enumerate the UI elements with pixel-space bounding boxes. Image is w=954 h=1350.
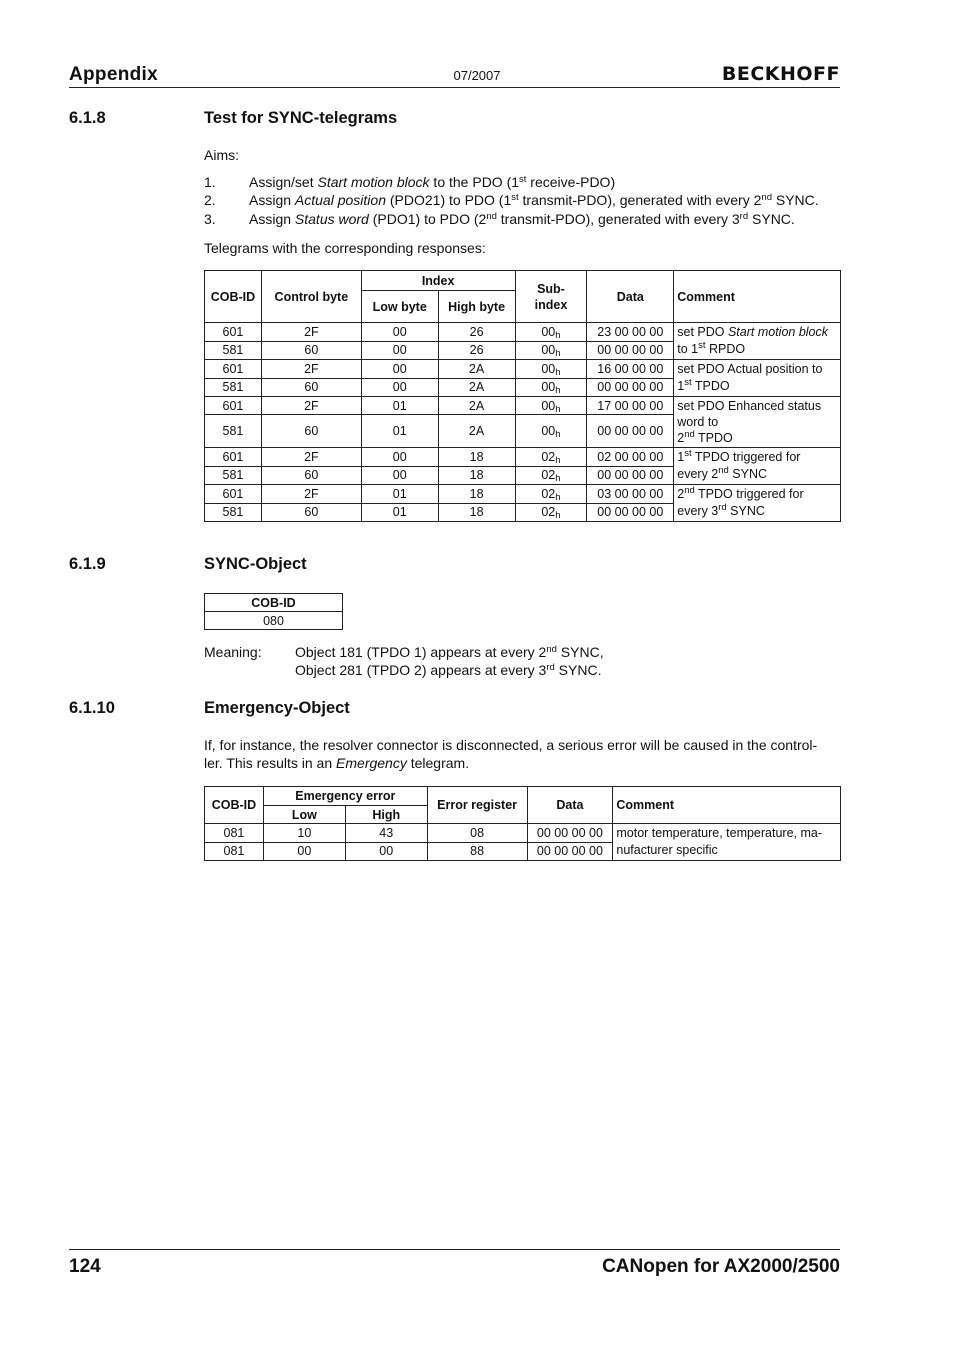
table-cell: $00_h$ <box>515 341 587 360</box>
table-cell: $00_h$ <box>515 397 587 415</box>
table-cell: 2F <box>261 397 361 415</box>
section-number: 6.1.8 <box>69 109 106 127</box>
table-cell: 18 <box>438 466 515 485</box>
table-cell: 00 <box>361 323 438 342</box>
table-cell: 16 00 00 00 <box>587 360 674 379</box>
col-header-cobid: COB-ID <box>205 594 343 612</box>
col-header-low: Low <box>263 806 345 824</box>
table-cell: 081 <box>205 824 264 843</box>
table-row <box>205 323 841 342</box>
table-cell: 17 00 00 00 <box>587 397 674 415</box>
table-cell: $00_h$ <box>515 378 587 397</box>
table-cell: 581 <box>205 503 262 522</box>
table-cell: 601 <box>205 323 262 342</box>
section-title: Emergency-Object <box>204 699 350 717</box>
table-cell: 00 <box>361 360 438 379</box>
table-row <box>205 448 841 467</box>
table-cell: 2F <box>261 360 361 379</box>
list-item: Assign Status word (PDO1) to PDO (2nd transmit-PDO), generated with every 3rd SYNC. <box>249 211 795 227</box>
table-cell: 601 <box>205 448 262 467</box>
table-cell: 2F <box>261 448 361 467</box>
table-cell: 2F <box>261 485 361 504</box>
table-cell: 601 <box>205 360 262 379</box>
col-header-control: Control byte <box>261 271 361 323</box>
sync-telegram-table <box>204 270 841 522</box>
meaning-line: Object 281 (TPDO 2) appears at every 3rd SYNC. <box>295 662 602 678</box>
col-header-high: High <box>345 806 427 824</box>
table-cell: 01 <box>361 415 438 448</box>
table-cell: 01 <box>361 503 438 522</box>
header-section: Appendix <box>69 64 158 85</box>
telegrams-text: Telegrams with the corresponding responses: <box>204 240 486 256</box>
table-cell: 581 <box>205 341 262 360</box>
table-cell: 03 00 00 00 <box>587 485 674 504</box>
comment-cell: set PDO Enhanced status word to 2nd TPDO <box>674 397 841 448</box>
table-cell: 2A <box>438 360 515 379</box>
col-header-data: Data <box>587 271 674 323</box>
table-cell: $02_h$ <box>515 503 587 522</box>
table-cell: 18 <box>438 485 515 504</box>
table-cell: 581 <box>205 415 262 448</box>
table-cell: 2F <box>261 323 361 342</box>
table-cell: 01 <box>361 485 438 504</box>
emergency-table <box>204 786 841 861</box>
col-header-comment: Comment <box>674 271 841 323</box>
col-header-index: Index <box>361 271 515 291</box>
brand-logo: BECKHOFF <box>721 63 840 85</box>
table-cell: 60 <box>261 415 361 448</box>
table-cell: 00 <box>345 842 427 861</box>
table-cell: 00 00 00 00 <box>527 842 613 861</box>
table-cell: 43 <box>345 824 427 843</box>
col-header-data: Data <box>527 787 613 824</box>
meaning-label: Meaning: <box>204 644 262 660</box>
table-cell: 60 <box>261 378 361 397</box>
table-cell: 00 00 00 00 <box>587 341 674 360</box>
table-cell: 00 <box>361 341 438 360</box>
table-cell: 00 <box>263 842 345 861</box>
table-cell: 081 <box>205 842 264 861</box>
table-cell: 080 <box>205 612 343 630</box>
comment-cell: set PDO Start motion block to 1st RPDO <box>674 323 841 360</box>
table-cell: $00_h$ <box>515 323 587 342</box>
table-row <box>205 360 841 379</box>
table-cell: 581 <box>205 466 262 485</box>
table-cell: 60 <box>261 466 361 485</box>
table-cell: 00 <box>361 448 438 467</box>
table-cell: 2A <box>438 397 515 415</box>
table-cell: 26 <box>438 341 515 360</box>
table-cell: 10 <box>263 824 345 843</box>
table-cell: 00 00 00 00 <box>587 378 674 397</box>
table-cell: $02_h$ <box>515 466 587 485</box>
document-title: CANopen for AX2000/2500 <box>602 1256 840 1277</box>
table-row <box>205 397 841 415</box>
comment-cell: motor temperature, temperature, ma- nufacturer specific <box>613 824 841 861</box>
table-cell: 26 <box>438 323 515 342</box>
table-cell: 08 <box>427 824 527 843</box>
paragraph-line: ler. This results in an Emergency telegram. <box>204 755 470 771</box>
table-cell: 00 <box>361 466 438 485</box>
header-date: 07/2007 <box>453 68 501 83</box>
table-cell: 00 00 00 00 <box>587 415 674 448</box>
comment-cell: 2nd TPDO triggered for every 3rd SYNC <box>674 485 841 522</box>
col-header-subindex: Sub- index <box>515 271 587 323</box>
table-cell: 02 00 00 00 <box>587 448 674 467</box>
table-cell: 18 <box>438 448 515 467</box>
table-cell: 00 00 00 00 <box>527 824 613 843</box>
section-title: SYNC-Object <box>204 555 307 573</box>
table-cell: 60 <box>261 341 361 360</box>
col-header-cobid: COB-ID <box>205 787 264 824</box>
table-cell: 00 00 00 00 <box>587 466 674 485</box>
aims-label: Aims: <box>204 147 239 163</box>
meaning-line: Object 181 (TPDO 1) appears at every 2nd SYNC, <box>295 644 604 660</box>
col-header-emergency: Emergency error <box>263 787 427 806</box>
table-row <box>205 485 841 504</box>
paragraph-line: If, for instance, the resolver connector is disconnected, a serious error will be caused in the control- <box>204 737 818 753</box>
section-number: 6.1.10 <box>69 699 115 717</box>
table-cell: 23 00 00 00 <box>587 323 674 342</box>
table-cell: 60 <box>261 503 361 522</box>
table-cell: 581 <box>205 378 262 397</box>
table-cell: 00 00 00 00 <box>587 503 674 522</box>
list-item: Assign/set Start motion block to the PDO (1st receive-PDO) <box>249 174 616 190</box>
table-cell: $00_h$ <box>515 415 587 448</box>
sync-cobid-table <box>204 593 343 630</box>
col-header-error-register: Error register <box>427 787 527 824</box>
header-rule <box>69 87 840 88</box>
table-cell: 601 <box>205 397 262 415</box>
table-cell: 88 <box>427 842 527 861</box>
col-header-cobid: COB-ID <box>205 271 262 323</box>
table-cell: 00 <box>361 378 438 397</box>
col-header-low-byte: Low byte <box>361 291 438 323</box>
table-cell: 2A <box>438 415 515 448</box>
list-number: 3. <box>204 211 216 227</box>
table-cell: $02_h$ <box>515 485 587 504</box>
footer-rule <box>69 1249 840 1250</box>
col-header-comment: Comment <box>613 787 841 824</box>
table-cell: 18 <box>438 503 515 522</box>
table-cell: 2A <box>438 378 515 397</box>
comment-cell: 1st TPDO triggered for every 2nd SYNC <box>674 448 841 485</box>
table-cell: 01 <box>361 397 438 415</box>
list-item: Assign Actual position (PDO21) to PDO (1st transmit-PDO), generated with every 2nd SYNC. <box>249 192 819 208</box>
list-number: 1. <box>204 174 216 190</box>
list-number: 2. <box>204 192 216 208</box>
table-cell: $02_h$ <box>515 448 587 467</box>
col-header-high-byte: High byte <box>438 291 515 323</box>
section-title: Test for SYNC-telegrams <box>204 109 398 127</box>
page-number: 124 <box>69 1256 101 1277</box>
comment-cell: set PDO Actual position to 1st TPDO <box>674 360 841 397</box>
table-cell: 601 <box>205 485 262 504</box>
table-cell: $00_h$ <box>515 360 587 379</box>
section-number: 6.1.9 <box>69 555 106 573</box>
